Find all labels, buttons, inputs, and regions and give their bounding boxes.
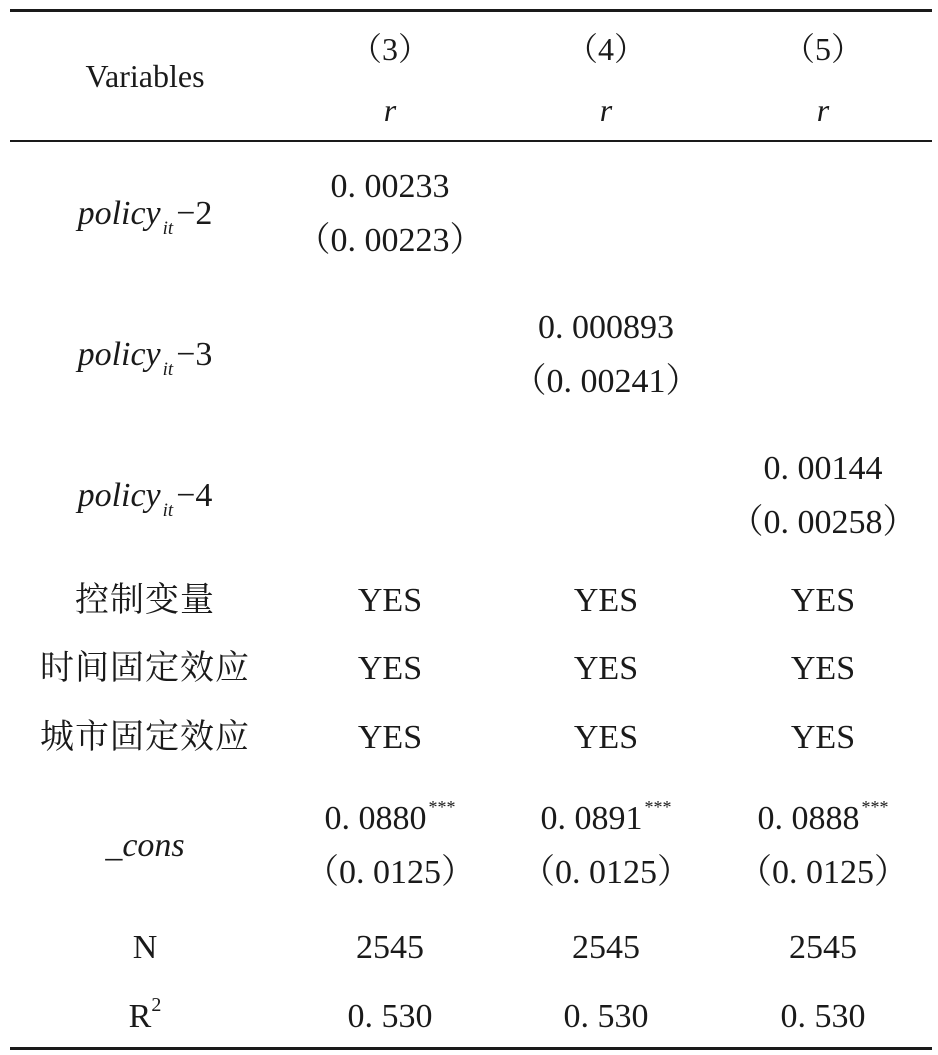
policy-subscript: it — [162, 218, 174, 239]
significance-stars: *** — [861, 797, 889, 817]
header-col-5-number: （5） — [782, 31, 863, 67]
policy-lag: −4 — [176, 477, 213, 514]
cons-coef-col-4 — [498, 797, 714, 837]
n-col-3: 2545 — [356, 929, 424, 966]
header-col-3-depvar: r — [383, 92, 397, 128]
policy-2-se: （0. 00223） — [296, 222, 484, 259]
policy-4-coef: 0. 00144 — [763, 450, 883, 487]
policy-3-coef: 0. 000893 — [538, 309, 674, 346]
cons-coef-col-3 — [282, 797, 498, 837]
policy-var: policy — [77, 336, 161, 373]
header-col-4-depvar: r — [599, 92, 613, 128]
policy-var: policy — [77, 195, 161, 232]
time-fe-col-3: YES — [357, 650, 423, 687]
header-col-3-number: （3） — [349, 31, 430, 67]
row-label-city-fe: 城市固定效应 — [40, 717, 250, 757]
r2-col-4: 0. 530 — [563, 998, 649, 1035]
time-fe-col-5: YES — [790, 650, 856, 687]
policy-subscript: it — [162, 500, 174, 521]
city-fe-col-5: YES — [790, 719, 856, 756]
header-col-5-depvar: r — [816, 92, 830, 128]
row-label-n: N — [132, 929, 158, 966]
policy-2-coef: 0. 00233 — [330, 168, 450, 205]
r2-superscript: 2 — [151, 994, 162, 1016]
cons-coef-value: 0. 0880 — [324, 800, 427, 837]
row-label-time-fe: 时间固定效应 — [40, 648, 250, 688]
cons-coef-value: 0. 0888 — [757, 800, 860, 837]
city-fe-col-3: YES — [357, 719, 423, 756]
row-label-r2 — [10, 994, 280, 1035]
time-fe-col-4: YES — [573, 650, 639, 687]
cons-se-col-4: （0. 0125） — [521, 854, 691, 891]
n-col-5: 2545 — [789, 929, 857, 966]
r2-col-5: 0. 530 — [780, 998, 866, 1035]
controls-col-4: YES — [573, 582, 639, 619]
significance-stars: *** — [644, 797, 672, 817]
n-col-4: 2545 — [572, 929, 640, 966]
city-fe-col-4: YES — [573, 719, 639, 756]
significance-stars: *** — [428, 797, 456, 817]
row-label-policy-3 — [10, 336, 280, 380]
cons-coef-col-5 — [714, 797, 932, 837]
cons-se-col-3: （0. 0125） — [305, 854, 475, 891]
row-label-cons: _cons — [105, 827, 185, 864]
policy-lag: −3 — [176, 336, 213, 373]
controls-col-5: YES — [790, 582, 856, 619]
policy-3-se: （0. 00241） — [512, 363, 700, 400]
cons-coef-value: 0. 0891 — [540, 800, 643, 837]
row-label-policy-4 — [10, 477, 280, 521]
policy-var: policy — [77, 477, 161, 514]
policy-subscript: it — [162, 359, 174, 380]
row-label-controls: 控制变量 — [75, 580, 215, 620]
header-col-4-number: （4） — [565, 31, 646, 67]
row-label-policy-2 — [10, 195, 280, 239]
policy-4-se: （0. 00258） — [729, 504, 917, 541]
header-rule — [10, 140, 932, 142]
r2-col-3: 0. 530 — [347, 998, 433, 1035]
policy-lag: −2 — [176, 195, 213, 232]
header-variables: Variables — [85, 58, 205, 94]
top-rule — [10, 9, 932, 12]
r2-base: R — [128, 998, 152, 1035]
cons-se-col-5: （0. 0125） — [738, 854, 908, 891]
bottom-rule — [10, 1047, 932, 1050]
controls-col-3: YES — [357, 582, 423, 619]
